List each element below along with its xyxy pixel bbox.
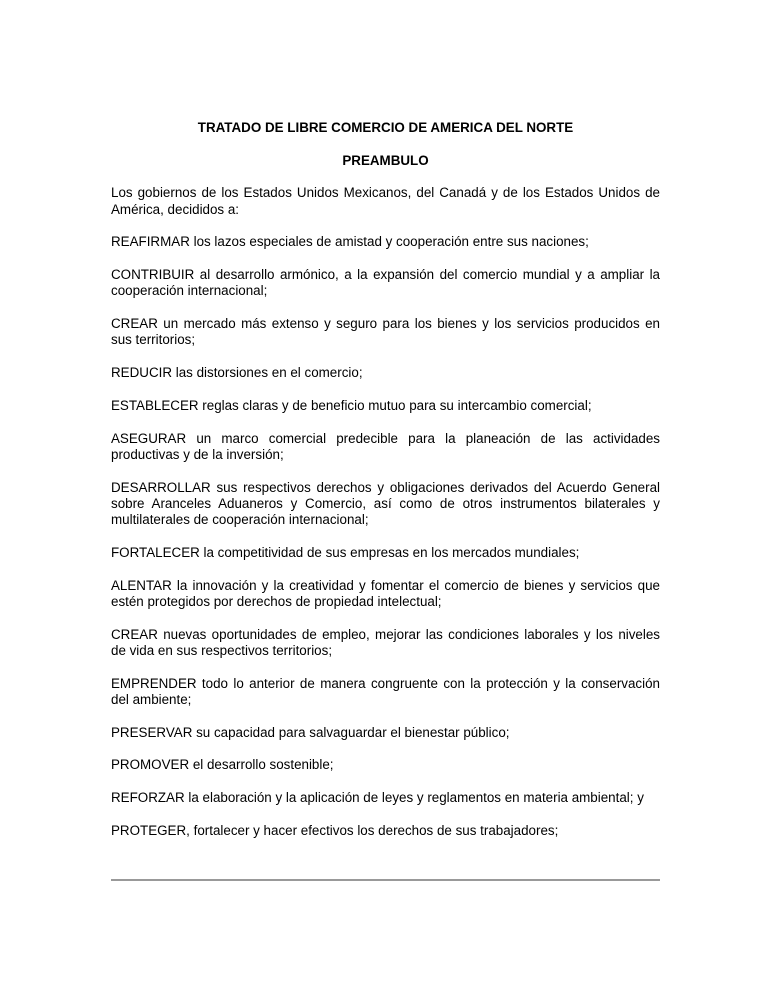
intro-paragraph: Los gobiernos de los Estados Unidos Mexicanos, del Canadá y de los Estados Unidos de América, decididos a:: [111, 185, 660, 217]
paragraph-keyword: ESTABLECER: [111, 397, 199, 413]
preamble-paragraph: [111, 316, 660, 349]
paragraph-keyword: ASEGURAR: [111, 430, 187, 446]
paragraph-text: la competitividad de sus empresas en los mercados mundiales;: [199, 544, 580, 560]
preamble-paragraph: [111, 757, 660, 773]
paragraph-text: , fortalecer y hacer efectivos los derechos de sus trabajadores;: [186, 822, 559, 838]
paragraph-keyword: PRESERVAR: [111, 724, 193, 740]
paragraph-keyword: CREAR: [111, 316, 158, 332]
paragraph-text: sus respectivos derechos y obligaciones derivados del Acuerdo General sobre Aranceles Aduaneros y Comercio, así como de otros instrumentos bilaterales y multilaterales de cooperación internacional;: [111, 479, 660, 528]
preamble-paragraph: [111, 234, 660, 250]
preamble-paragraph: [111, 267, 660, 300]
paragraph-text: nuevas oportunidades de empleo, mejorar las condiciones laborales y los niveles de vida en sus respectivos territorios;: [111, 626, 660, 658]
preamble-paragraph: [111, 578, 660, 611]
footer-divider: [111, 879, 660, 881]
paragraph-keyword: EMPRENDER: [111, 675, 197, 691]
preamble-paragraph: [111, 725, 660, 741]
preamble-paragraph: [111, 431, 660, 464]
paragraph-keyword: REAFIRMAR: [111, 234, 190, 250]
preamble-paragraph: [111, 365, 660, 381]
paragraph-text: reglas claras y de beneficio mutuo para su intercambio comercial;: [198, 397, 592, 413]
paragraph-text: un mercado más extenso y seguro para los bienes y los servicios producidos en sus territorios;: [111, 316, 660, 348]
paragraph-keyword: DESARROLLAR: [111, 479, 211, 495]
paragraph-text: la elaboración y la aplicación de leyes y reglamentos en materia ambiental; y: [184, 790, 644, 806]
preamble-paragraph: [111, 790, 660, 806]
preamble-paragraph: [111, 398, 660, 414]
preamble-list: [111, 234, 660, 839]
paragraph-keyword: FORTALECER: [111, 544, 200, 560]
paragraph-keyword: REDUCIR: [111, 365, 173, 381]
paragraph-text: todo lo anterior de manera congruente con la protección y la conservación del ambiente;: [111, 675, 660, 708]
document-title: TRATADO DE LIBRE COMERCIO DE AMERICA DEL NORTE: [197, 120, 574, 135]
preamble-paragraph: [111, 823, 660, 839]
preamble-paragraph: [111, 627, 660, 660]
paragraph-text: el desarrollo sostenible;: [189, 757, 334, 773]
paragraph-text: su capacidad para salvaguardar el bienestar público;: [192, 724, 510, 740]
paragraph-text: al desarrollo armónico, a la expansión del comercio mundial y a ampliar la cooperación internacional;: [111, 267, 660, 299]
paragraph-keyword: CREAR: [111, 626, 158, 642]
preamble-paragraph: [111, 545, 660, 561]
section-heading: PREAMBULO: [342, 152, 429, 168]
paragraph-keyword: CONTRIBUIR: [111, 267, 195, 283]
paragraph-keyword: ALENTAR: [111, 577, 172, 593]
preamble-paragraph: [111, 676, 660, 709]
document-page: [111, 120, 660, 855]
paragraph-keyword: PROMOVER: [111, 757, 190, 773]
paragraph-text: la innovación y la creatividad y fomentar el comercio de bienes y servicios que estén protegidos por derechos de propiedad intelectual;: [111, 577, 660, 609]
paragraph-text: los lazos especiales de amistad y cooperación entre sus naciones;: [189, 234, 589, 250]
preamble-paragraph: [111, 480, 660, 529]
paragraph-keyword: REFORZAR: [111, 790, 185, 806]
paragraph-text: un marco comercial predecible para la planeación de las actividades productivas y de la inversión;: [111, 430, 660, 462]
paragraph-text: las distorsiones en el comercio;: [172, 365, 363, 381]
paragraph-keyword: PROTEGER: [111, 822, 187, 838]
